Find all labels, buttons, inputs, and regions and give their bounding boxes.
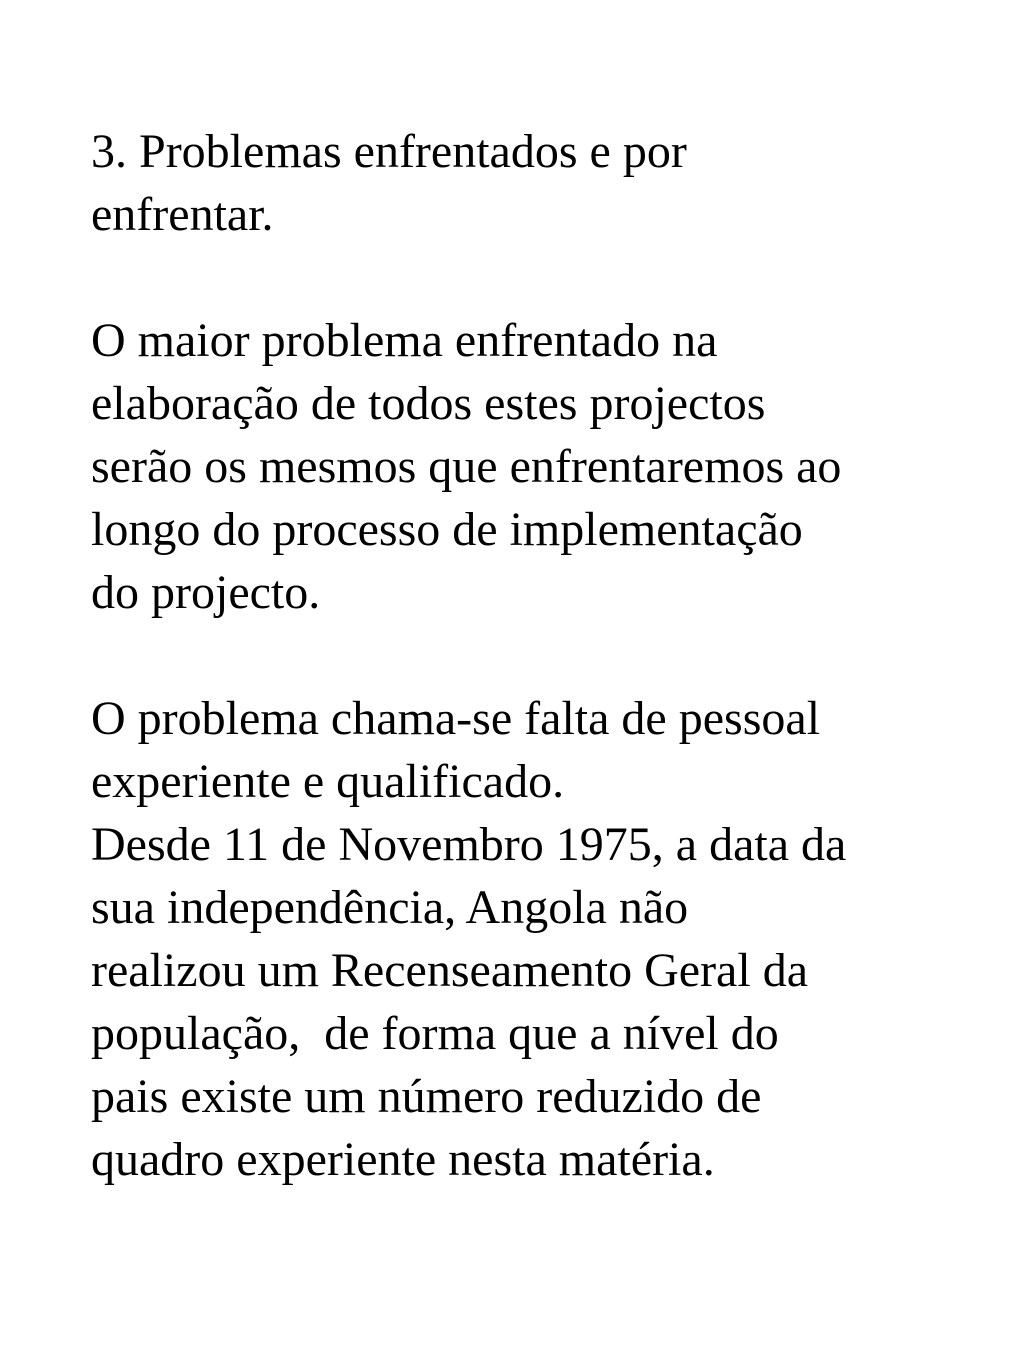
paragraph-line: do projecto. bbox=[91, 566, 321, 619]
heading-line: enfrentar. bbox=[91, 188, 274, 241]
paragraph-line: Desde 11 de Novembro 1975, a data da bbox=[91, 818, 847, 871]
paragraph-line: elaboração de todos estes projectos bbox=[91, 377, 766, 430]
paragraph-line: O maior problema enfrentado na bbox=[91, 314, 718, 367]
paragraph-line: experiente e qualificado. bbox=[91, 755, 565, 808]
paragraph-line: serão os mesmos que enfrentaremos ao bbox=[91, 440, 842, 493]
paragraph-line: quadro experiente nesta matéria. bbox=[91, 1133, 715, 1186]
heading-line: 3. Problemas enfrentados e por bbox=[91, 125, 687, 178]
paragraph-2 bbox=[91, 687, 971, 813]
paragraph-gap bbox=[91, 246, 971, 309]
paragraph-gap bbox=[91, 624, 971, 687]
document-text-block bbox=[91, 120, 971, 1191]
paragraph-3 bbox=[91, 813, 971, 1191]
paragraph-1 bbox=[91, 309, 971, 624]
paragraph-line: longo do processo de implementação bbox=[91, 503, 803, 556]
section-heading bbox=[91, 120, 971, 246]
paragraph-line: realizou um Recenseamento Geral da bbox=[91, 944, 808, 997]
paragraph-line: população, de forma que a nível do bbox=[91, 1007, 779, 1060]
paragraph-line: O problema chama-se falta de pessoal bbox=[91, 692, 821, 745]
paragraph-line: pais existe um número reduzido de bbox=[91, 1070, 762, 1123]
paragraph-line: sua independência, Angola não bbox=[91, 881, 689, 934]
